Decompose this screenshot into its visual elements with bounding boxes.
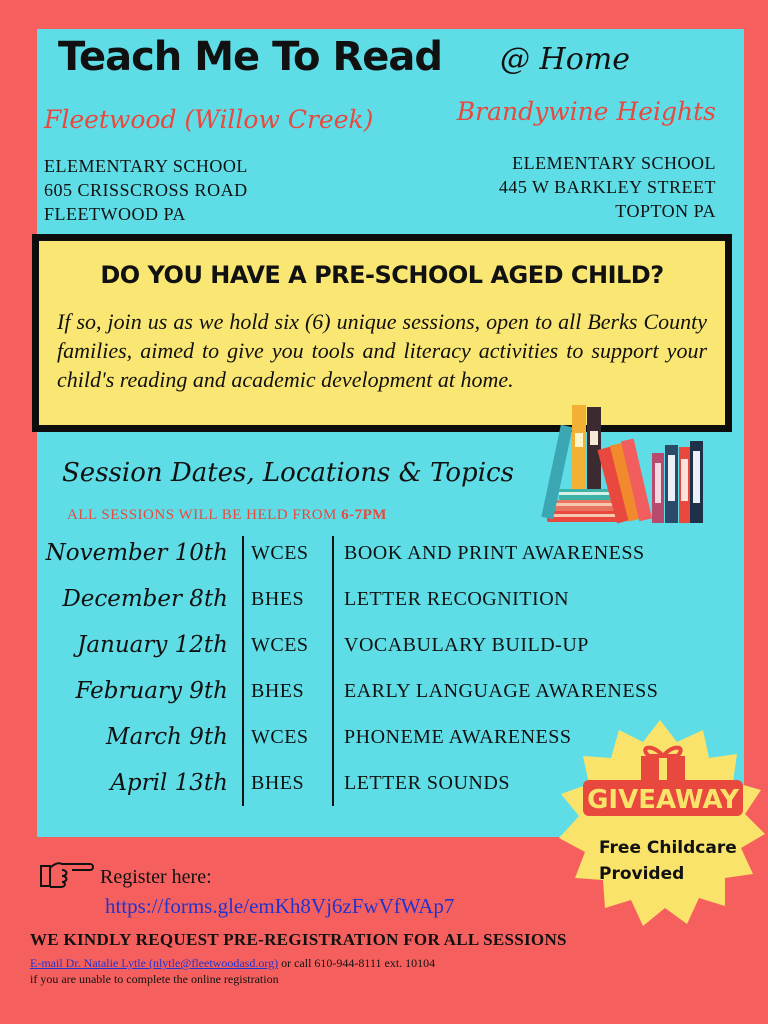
session-row bbox=[0, 676, 768, 722]
school-name-brandywine: Brandywine Heights bbox=[456, 97, 716, 126]
session-date: March 9th bbox=[106, 724, 228, 750]
sessions-time: 6-7PM bbox=[341, 507, 387, 523]
school-name-fleetwood: Fleetwood (Willow Creek) bbox=[44, 105, 374, 134]
giveaway-line1: Free Childcare bbox=[599, 838, 737, 858]
phone-text: or call 610-944-8111 ext. 10104 bbox=[281, 956, 436, 970]
giveaway-line2: Provided bbox=[599, 864, 685, 884]
flyer-title: Teach Me To Read bbox=[58, 34, 442, 80]
school-address-fleetwood bbox=[44, 154, 248, 226]
flyer-title-suffix: @ Home bbox=[500, 42, 630, 77]
session-location: BHES bbox=[251, 680, 305, 702]
session-date: December 8th bbox=[62, 586, 228, 612]
sessions-title: Session Dates, Locations & Topics bbox=[62, 458, 514, 488]
address-line: TOPTON PA bbox=[615, 201, 716, 221]
session-date: February 9th bbox=[75, 678, 228, 704]
email-link[interactable]: E-mail Dr. Natalie Lytle (nlytle@fleetwoodasd.org) bbox=[30, 956, 279, 970]
contact-info bbox=[30, 955, 435, 987]
giveaway-label: GIVEAWAY bbox=[587, 785, 739, 815]
sessions-subtitle bbox=[67, 507, 387, 524]
pre-registration-request: WE KINDLY REQUEST PRE-REGISTRATION FOR ALL SESSIONS bbox=[30, 930, 567, 949]
session-row bbox=[0, 584, 768, 630]
register-label: Register here: bbox=[100, 866, 212, 888]
callout-text: If so, join us as we hold six (6) unique sessions, open to all Berks County families, aimed to give you tools and literacy activities to support your child's reading and academic development at home. bbox=[57, 309, 707, 392]
session-topic: LETTER SOUNDS bbox=[344, 772, 510, 794]
callout-heading: DO YOU HAVE A PRE-SCHOOL AGED CHILD? bbox=[100, 261, 664, 289]
session-topic: LETTER RECOGNITION bbox=[344, 588, 570, 610]
books-icon bbox=[535, 403, 715, 527]
address-line: ELEMENTARY SCHOOL bbox=[512, 153, 716, 173]
giveaway-badge bbox=[553, 718, 768, 930]
pointing-hand-icon bbox=[38, 858, 94, 890]
address-line: 445 W BARKLEY STREET bbox=[498, 177, 716, 197]
address-line: 605 CRISSCROSS ROAD bbox=[44, 180, 248, 200]
session-row bbox=[0, 630, 768, 676]
contact-note: if you are unable to complete the online registration bbox=[30, 972, 279, 986]
session-topic: EARLY LANGUAGE AWARENESS bbox=[344, 680, 659, 702]
session-topic: BOOK AND PRINT AWARENESS bbox=[344, 542, 645, 564]
session-topic: PHONEME AWARENESS bbox=[344, 726, 572, 748]
session-location: BHES bbox=[251, 588, 305, 610]
session-location: WCES bbox=[251, 542, 309, 564]
session-date: January 12th bbox=[77, 632, 228, 658]
session-row bbox=[0, 538, 768, 584]
session-location: WCES bbox=[251, 726, 309, 748]
session-date: April 13th bbox=[110, 770, 228, 796]
session-location: WCES bbox=[251, 634, 309, 656]
starburst-shape bbox=[559, 720, 765, 926]
address-line: ELEMENTARY SCHOOL bbox=[44, 156, 248, 176]
session-date: November 10th bbox=[45, 540, 228, 566]
session-location: BHES bbox=[251, 772, 305, 794]
session-topic: VOCABULARY BUILD-UP bbox=[344, 634, 589, 656]
address-line: FLEETWOOD PA bbox=[44, 204, 186, 224]
school-address-brandywine bbox=[499, 151, 716, 223]
registration-link[interactable]: https://forms.gle/emKh8Vj6zFwVfWAp7 bbox=[105, 894, 455, 918]
sessions-subtitle-text: ALL SESSIONS WILL BE HELD FROM bbox=[67, 507, 337, 523]
